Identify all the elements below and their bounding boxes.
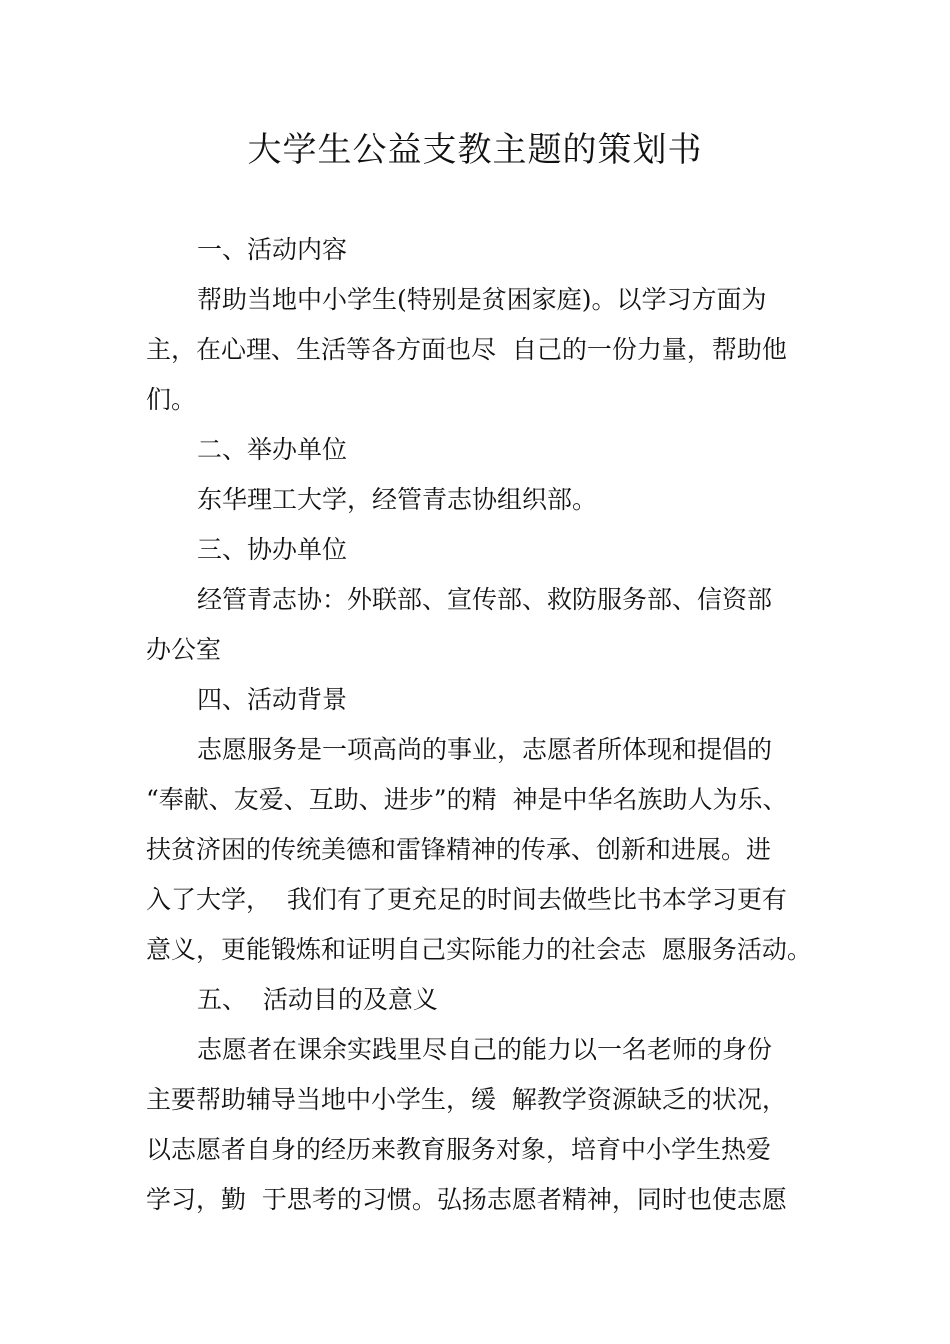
paragraph-line: 学习，勤 于思考的习惯。弘扬志愿者精神，同时也使志愿 [146,1185,787,1214]
paragraph-line: 志愿服务是一项高尚的事业，志愿者所体现和提倡的 [197,735,773,764]
paragraph-line: 主要帮助辅导当地中小学生，缓 解教学资源缺乏的状况， [146,1085,787,1114]
paragraph-line: 主，在心理、生活等各方面也尽 自己的一份力量，帮助他 [146,335,787,364]
paragraph-line: 以志愿者自身的经历来教育服务对象，培育中小学生热爱 [146,1135,772,1164]
section-heading-purpose: 五、 活动目的及意义 [197,985,438,1014]
section-heading-organizer: 二、举办单位 [197,435,348,464]
section-heading-activity-content: 一、活动内容 [197,235,348,264]
paragraph-line: 意义，更能锻炼和证明自己实际能力的社会志 愿服务活动。 [146,935,812,964]
paragraph-line: 东华理工大学，经管青志协组织部。 [197,485,598,514]
paragraph-line: 志愿者在课余实践里尽自己的能力以一名老师的身份 [197,1035,773,1064]
section-heading-co-organizer: 三、协办单位 [197,535,348,564]
section-heading-background: 四、活动背景 [197,685,348,714]
paragraph-line: 帮助当地中小学生(特别是贫困家庭)。以学习方面为 [197,285,767,314]
paragraph-line: 办公室 [146,635,222,664]
document-title: 大学生公益支教主题的策划书 [247,130,703,170]
paragraph-line: “奉献、友爱、互助、进步”的精 神是中华名族助人为乐、 [146,785,788,814]
paragraph-line: 扶贫济困的传统美德和雷锋精神的传承、创新和进展。进 [146,835,772,864]
paragraph-line: 入了大学， 我们有了更充足的时间去做些比书本学习更有 [146,885,787,914]
paragraph-line: 经管青志协：外联部、宣传部、救防服务部、信资部 [197,585,773,614]
paragraph-line: 们。 [146,385,197,414]
